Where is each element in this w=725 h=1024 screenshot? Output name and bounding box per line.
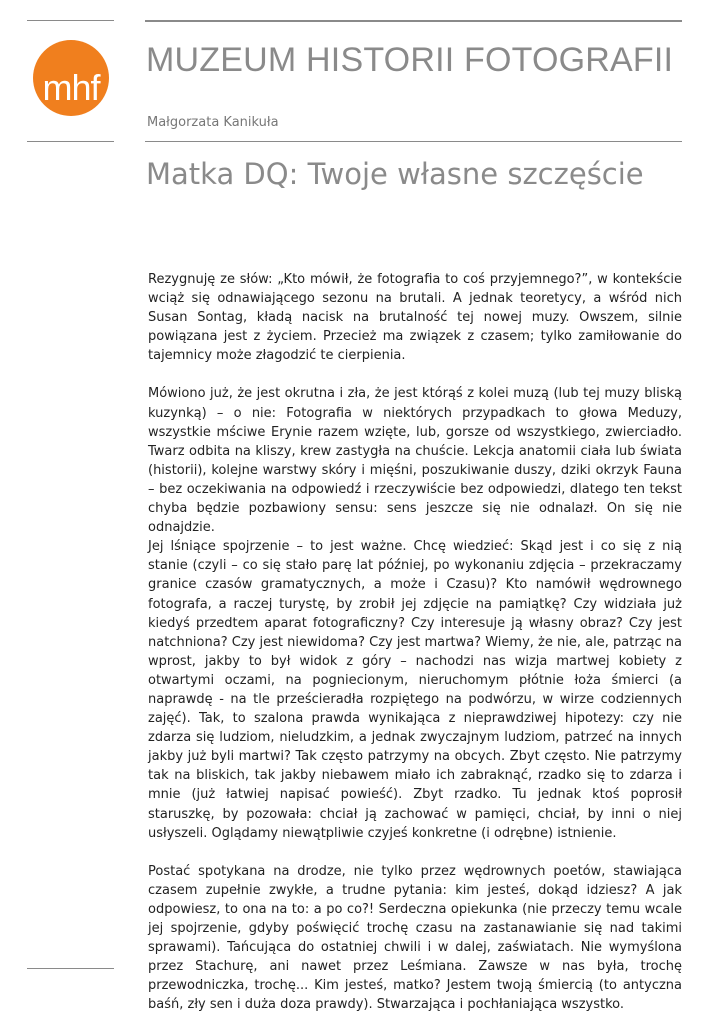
top-main-divider — [145, 20, 682, 22]
paragraph-spacer — [148, 843, 682, 862]
article-body — [148, 270, 682, 1014]
mid-main-divider — [145, 141, 682, 142]
paragraph-spacer — [148, 365, 682, 384]
paragraph-1: Rezygnuję ze słów: „Kto mówił, że fotografia to coś przyjemnego?”, w kontekście wciąż się odnawiającego sezonu na brutali. A jednak teoretycy, a wśród nich Susan Sontag, kładą nacisk na brutalność tej nowej muzy. Owszem, silnie powiązana jest z życiem. Przecież ma związek z czasem; tylko zamiłowanie do tajemnicy może złagodzić te cierpienia. — [148, 272, 682, 364]
paragraph-3: Jej lśniące spojrzenie – to jest ważne. Chcę wiedzieć: Skąd jest i co się z nią stanie (czyli – co się stało parę lat później, po wykonaniu zdjęcia – przekraczamy granice czasów gramatycznych, a może i Czasu)? Kto namówił wędrownego fotografa, a raczej turystę, by zrobił jej zdjęcie na pamiątkę? Czy widziała już kiedyś przedtem aparat fotograficzny? Czy interesuje ją własny obraz? Czy jest natchniona? Czy jest niewidoma? Czy jest martwa? Wiemy, że nie, ale, patrząc na wprost, jakby to był widok z góry – nachodzi nas wizja martwej kobiety z otwartymi oczami, na pogniecionym, nieruchomym płótnie łoża śmierci (a naprawdę - na tle prześcieradła rozpiętego na podwórzu, w wirze codziennych zajęć). Tak, to szalona prawda wynikająca z nieprawdziwej hipotezy: czy nie zdarza się ludziom, nieludzkim, a jednak zwyczajnym ludziom, patrzeć na innych jakby już byli martwi? Tak często patrzymy na obcych. Zbyt często. Nie patrzymy tak na bliskich, tak jakby niebawem miało ich zabraknąć, rzadko się to zdarza i mnie (już łatwiej napisać powieść). Zbyt rzadko. Tu jednak ktoś poprosił staruszkę, by pozowała: chciał ją zachować w pamięci, chciał, by inni o niej usłyszeli. Oglądamy niewątpliwie czyjeś konkretne (i odrębne) istnienie. — [148, 539, 682, 841]
author-name: Małgorzata Kanikuła — [147, 115, 279, 130]
bottom-left-divider — [27, 968, 114, 969]
mhf-logo — [33, 40, 109, 116]
museum-title: MUZEUM HISTORII FOTOGRAFII — [146, 41, 674, 79]
paragraph-4: Postać spotykana na drodze, nie tylko przez wędrownych poetów, stawiająca czasem zupełnie zwykłe, a trudne pytania: kim jesteś, dokąd idziesz? A jak odpowiesz, to ona na to: a po co?! Serdeczna opiekunka (nie przeczy temu wcale jej spojrzenie, gdyby poświęcić trochę czasu na zastanawianie się nad takimi sprawami). Tańcująca do ostatniej chwili i w dalej, zaświatach. Nie wymyślona przez Stachurę, ani nawet przez Leśmiana. Zawsze w nas była, trochę przewodniczka, trochę... Kim jesteś, matko? Jestem twoją śmiercią (to antyczna baśń, zły sen i duża doza prawdy). Stwarzająca i pochłaniająca wszystko. — [148, 863, 682, 1013]
logo-text: mhf — [42, 67, 100, 108]
top-left-divider — [27, 20, 114, 21]
article-title: Matka DQ: Twoje własne szczęście — [146, 157, 644, 191]
mid-left-divider — [27, 141, 114, 142]
paragraph-2: Mówiono już, że jest okrutna i zła, że jest którąś z kolei muzą (lub tej muzy bliską kuzynką) – o nie: Fotografia w niektórych przypadkach to głowa Meduzy, wszystkie mściwe Erynie razem wzięte, lub, gorsze od wszystkiego, zwierciadło. Twarz odbita na kliszy, krew zastygła na chuście. Lekcja anatomii ciała lub świata (historii), kolejne warstwy skóry i mięśni, poszukiwanie duszy, dziki okrzyk Fauna – bez oczekiwania na odpowiedź i rzeczywiście bez odpowiedzi, dlatego ten tekst chyba będzie pozbawiony sensu: sens jeszcze się nie odnalazł. On się nie odnajdzie. — [148, 386, 682, 536]
